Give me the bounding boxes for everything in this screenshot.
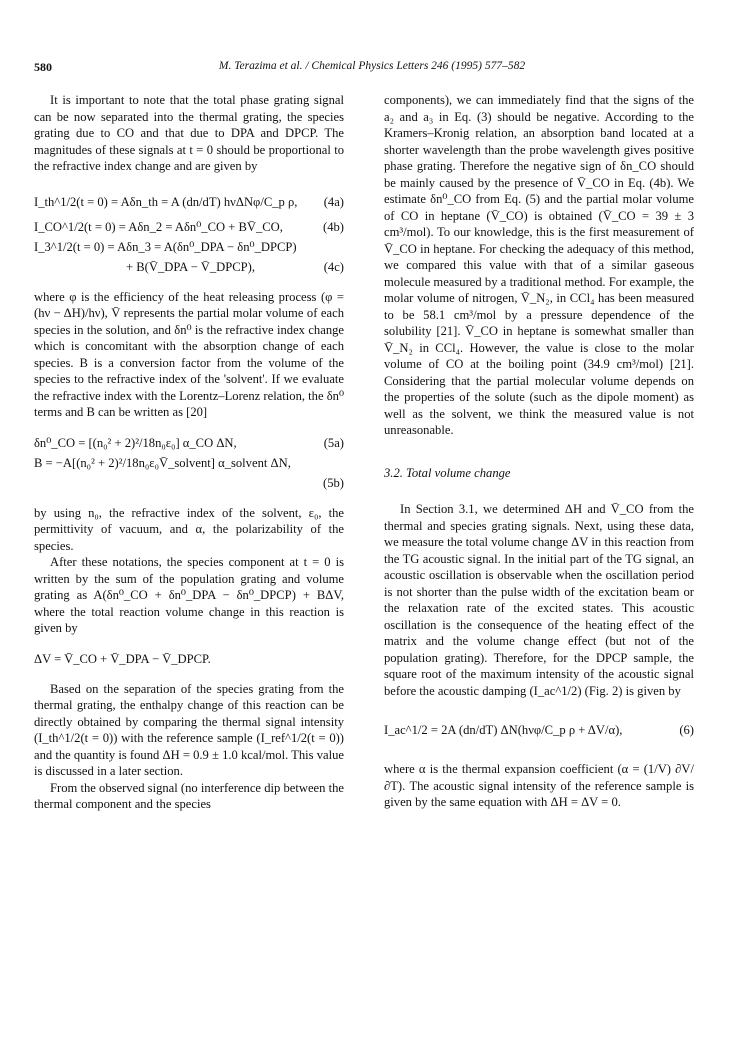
paragraph-observed-signal: From the observed signal (no interference dip between the thermal component and the species [34, 780, 344, 811]
equation-4c-body-2: + B(V̄_DPA − V̄_DPCP), [126, 259, 255, 274]
equation-group-5 [34, 433, 344, 493]
paragraph-enthalpy: Based on the separation of the species grating from the thermal grating, the enthalpy change of this reaction can be directly obtained by comparing the thermal signal intensity (I_th^1/2(t = 0)) with the reference sample (I_ref^1/2(t = 0)) and the quantity is found ΔH = 0.9 ± 1.0 kcal/mol. This value is discussed in a later section. [34, 681, 344, 778]
equation-6-body: I_ac^1/2 = 2A (dn/dT) ΔN(hνφ/C_p ρ + ΔV/α), [384, 723, 623, 737]
equation-4a-number: (4a) [323, 194, 344, 209]
equation-4c-line2 [34, 257, 344, 277]
equation-4c-number: (4c) [323, 259, 344, 274]
equation-5b-number: (5b) [323, 475, 344, 490]
equation-4b-body: I_CO^1/2(t = 0) = Aδn_2 = Aδn⁰_CO + BV̄_CO, [34, 219, 283, 234]
paragraph-notations: After these notations, the species component at t = 0 is written by the sum of the population grating and volume grating as A(δn⁰_CO + δn⁰_DPA − δn⁰_DPCP) + BΔV, where the total reaction volume change in this reaction is given by [34, 555, 344, 635]
equation-volume-change [34, 649, 344, 669]
paragraph-signs: components), we can immediately find that the signs of the a₂ and a₃ in Eq. (3) should be negative. According to the Kramers–Kronig relation, an absorption band located at a shorter wavelength than the probe wavelength gives positive phase grating. Therefore the negative sign of δn_CO should be mainly caused by the presence of V̄_CO in Eq. (4b). We estimate δn⁰_CO from Eq. (5) and the partial molar volume of CO in heptane (V̄_CO) is obtained (V̄_CO = 39 ± 3 cm³/mol). To our knowledge, this is the first measurement of V̄_CO in heptane. For checking the adequacy of this method, we compared this value with that of a similar gaseous molecule measured by a traditional method. For example, the molar volume of nitrogen, V̄_N₂, in CCl₄ has been measured to be 58.1 cm³/mol by a pressure dependence of the solubility [21]. V̄_CO in heptane is somewhat smaller than V̄_N₂ in CCl₄. However, the value is close to the molar volume of CO at the boiling point (34.9 cm³/mol) [21]. Considering that the partial molecular volume depends on the properties of the solute (such as the dipole moment) as well as the solvent, we think the measured value is not unreasonable. [384, 93, 694, 437]
paragraph-intro: It is important to note that the total phase grating signal can be now separated into the thermal grating, the species grating due to CO and that due to DPA and DPCP. The magnitudes of these signals at t = 0 should be proportional to the refractive index change and are given by [34, 93, 344, 173]
paragraph-thermal-expansion: where α is the thermal expansion coefficient (α = (1/V) ∂V/∂T). The acoustic signal intensity of the reference sample is given by the same equation with ΔH = ΔV = 0. [384, 762, 694, 809]
equation-group-4 [34, 187, 344, 277]
equation-5b [34, 453, 344, 473]
running-head: M. Terazima et al. / Chemical Physics Letters 246 (1995) 577–582 [218, 60, 526, 72]
equation-dv-body: ΔV = V̄_CO + V̄_DPA − V̄_DPCP. [34, 651, 211, 666]
page-number: 580 [34, 60, 52, 74]
paragraph-definitions: where φ is the efficiency of the heat releasing process (φ = (hν − ΔH)/hν), V̄ represents the partial molar volume of each species in the solution, and δn⁰ is the refractive index change which is concomitant with the absorption change of each species. B is a conversion factor from the volume of the species to the refractive index of the 'solvent'. If we evaluate the refractive index with the Lorentz–Lorenz relation, the δn⁰ terms and B can be written as [20] [34, 289, 344, 419]
equation-4b [34, 217, 344, 237]
equation-6 [384, 715, 694, 745]
equation-dv-row [34, 649, 344, 669]
equation-4a [34, 187, 344, 217]
equation-4a-body: I_th^1/2(t = 0) = Aδn_th = A (dn/dT) hνΔNφ/C_p ρ, [34, 194, 298, 209]
paragraph-volume-change: In Section 3.1, we determined ΔH and V̄_CO from the thermal and species grating signals. Next, using these data, we measure the total volume change ΔV in this reaction from the TG acoustic signal. In the initial part of the TG signal, an acoustic oscillation is observable when the oscillation period is not shorter than the pulse width of the excitation beam or the relaxation rate of the excited states. This acoustic oscillation is the consequence of the heating effect of the matrix and the volume change effect (but not of the population grating). Therefore, for the DPCP sample, the square root of the maximum intensity of the acoustic signal before the acoustic damping (I_ac^1/2) (Fig. 2) is given by [384, 502, 694, 698]
right-column [384, 92, 694, 811]
equation-5b-body: B = −A[(n₀² + 2)²/18n₀ε₀V̄_solvent] α_solvent ΔN, [34, 455, 291, 470]
equation-4c-body-1: I_3^1/2(t = 0) = Aδn_3 = A(δn⁰_DPA − δn⁰_DPCP) [34, 239, 297, 254]
left-column [34, 92, 344, 813]
equation-5a [34, 433, 344, 453]
equation-6-row [384, 715, 694, 745]
equation-5b-number-row [34, 473, 344, 493]
equation-5a-body: δn⁰_CO = [(n₀² + 2)²/18n₀ε₀] α_CO ΔN, [34, 435, 237, 450]
section-heading-3-2: 3.2. Total volume change [384, 465, 511, 480]
equation-4b-number: (4b) [323, 219, 344, 234]
paragraph-symbols: by using n₀, the refractive index of the solvent, ε₀, the permittivity of vacuum, and α, the polarizability of the species. [34, 505, 344, 553]
equation-6-number: (6) [679, 723, 694, 737]
equation-5a-number: (5a) [323, 435, 344, 450]
equation-4c-line1 [34, 237, 344, 257]
